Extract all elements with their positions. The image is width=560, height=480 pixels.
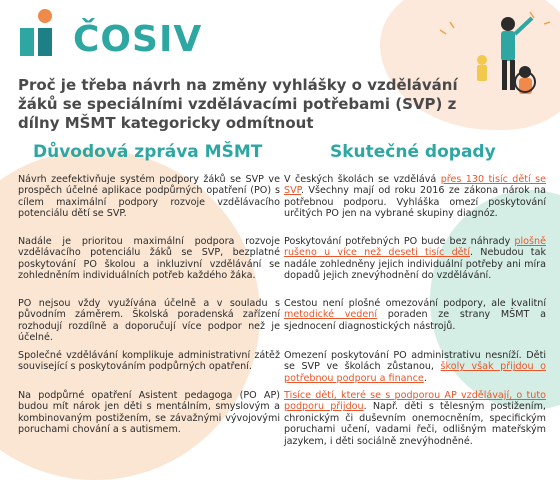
right-paragraph-5: [284, 390, 546, 447]
brand-logo[interactable]: [18, 8, 203, 60]
right-paragraph-3-text-end: poraden ze strany MŠMT a sjednocení diagnostických nástrojů.: [284, 309, 546, 332]
right-paragraph-4: [284, 350, 546, 384]
right-paragraph-3-text: Cestou není plošné omezování podpory, ale kvalitní: [284, 298, 546, 309]
right-paragraph-1-link[interactable]: přes 130 tisíc dětí se SVP: [284, 174, 547, 197]
right-paragraph-2-text: Poskytování potřebných PO bude bez náhrady: [284, 236, 515, 247]
right-paragraph-4-text: Omezení poskytování PO administrativu nesníží. Děti se SVP ve školách zůstanou,: [284, 350, 546, 373]
right-paragraph-2: [284, 236, 546, 282]
right-paragraph-1: [284, 174, 546, 220]
right-paragraph-1-text-end: . Všechny mají od roku 2016 ze zákona nárok na potřebnou podporu. Vyhláška omezí poskytování určitých PO jen na vybrané skupiny diagnóz.: [284, 185, 546, 220]
right-paragraph-4-link[interactable]: školy však přijdou o potřebnou podporu a finance: [284, 361, 546, 384]
right-paragraph-5-link[interactable]: Tisíce dětí, které se s podporou AP vzdělávají, o tuto podporu přijdou: [284, 390, 546, 413]
right-paragraph-2-text-end: . Nebudou tak nadále zohledněny jejich individuální potřeby ani míra dopadů jejich znevýhodnění do vzdělávání.: [284, 247, 546, 282]
cosiv-logo-icon: [18, 8, 68, 58]
left-column-heading: Důvodová zpráva MŠMT: [33, 142, 263, 162]
left-paragraph-3: PO nejsou vždy využívána účelně a v souladu s původním záměrem. Školská poradenská zařízení rozhodují rozdílně a doporučují více podpor než je účelné.: [18, 298, 280, 344]
right-column-heading: Skutečné dopady: [330, 142, 496, 162]
page-title: Proč je třeba návrh na změny vyhlášky o vzdělávání žáků se speciálními vzdělávacími potřebami (SVP) z dílny MŠMT kategoricky odmítnout: [18, 76, 458, 132]
right-paragraph-3-link[interactable]: metodické vedení: [284, 309, 378, 321]
right-paragraph-1-text: V českých školách se vzdělává: [284, 174, 441, 185]
right-paragraph-2-link[interactable]: plošně rušeno u více než deseti tisíc dětí: [284, 236, 546, 259]
right-paragraph-5-text-end: . Např. děti s tělesným postižením, chronickým či duševním onemocněním, specifickým poruchami učení, vadami řeči, odlišným mateřským jazykem, i děti sociálně znevýhodněné.: [284, 401, 546, 447]
left-paragraph-5: Na podpůrné opatření Asistent pedagoga (PO AP) budou mít nárok jen děti s mentálním, smyslovým a kombinovaným postižením, se závažnými vývojovými poruchami chování a s autismem.: [18, 390, 280, 436]
left-paragraph-1: Návrh zeefektivňuje systém podpory žáků se SVP ve prospěch účelné aplikace podpůrných opatření (PO) s cílem maximální podpory rozvoje vzdělávacího potenciálu dětí se SVP.: [18, 174, 280, 220]
left-paragraph-2: Nadále je prioritou maximální podpora rozvoje vzdělávacího potenciálu žáků se SVP, bezplatné poskytování PO školou a inkluzivní vzdělávání se zohledněním individuálních potřeb každého žáka.: [18, 236, 280, 282]
left-paragraph-4: Společné vzdělávání komplikuje administrativní zátěž související s poskytováním podpůrných opatření.: [18, 350, 280, 373]
right-paragraph-3: [284, 298, 546, 332]
right-paragraph-4-text-end: .: [423, 372, 427, 384]
brand-name: ČOSIV: [73, 19, 203, 60]
